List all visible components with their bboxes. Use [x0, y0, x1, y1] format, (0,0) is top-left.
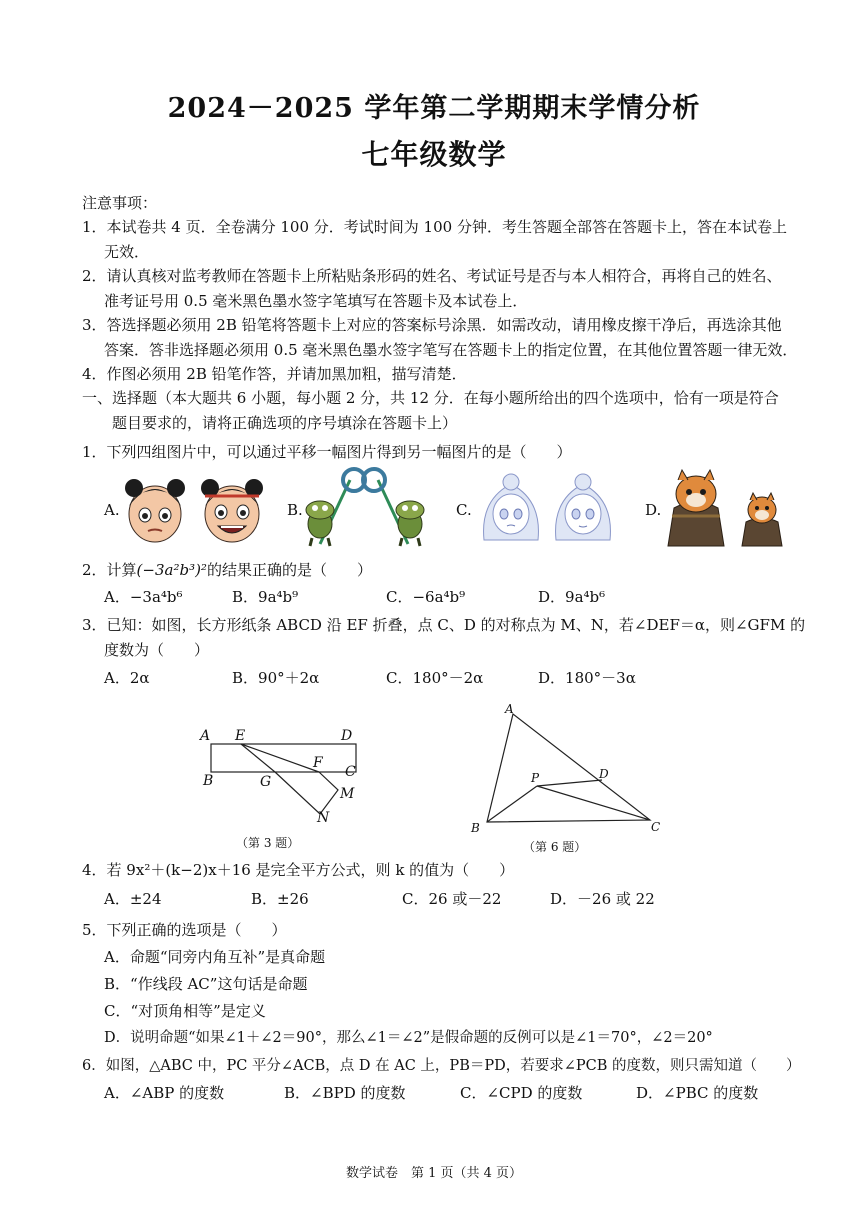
note-2-cont: 准考证号用 0.5 毫米黑色墨水签字笔填写在答题卡及本试卷上． [104, 292, 528, 310]
question-2-stem [82, 560, 372, 580]
q6-point-a: A [505, 702, 514, 716]
q6-point-d: D [599, 767, 609, 781]
q2-option-c: C．−6a⁴b⁹ [386, 588, 466, 606]
cartoon-boy-face-icon [125, 479, 185, 542]
q2-option-a: A．−3a⁴b⁶ [104, 588, 183, 606]
q3-rectangle [211, 744, 356, 772]
note-1: 1．本试卷共 4 页．全卷满分 100 分．考试时间为 100 分钟．考生答题全部答在答题卡上，答在本试卷上 [82, 218, 787, 236]
q3-point-f: F [313, 755, 323, 771]
q3-point-d: D [341, 728, 353, 744]
q1-option-c-image [476, 470, 626, 548]
q6-option-b: B．∠BPD 的度数 [284, 1084, 406, 1102]
q4-option-a: A．±24 [104, 890, 162, 908]
q6-point-b: B [471, 821, 480, 835]
note-3: 3．答选择题必须用 2B 铅笔将答题卡上对应的答案标号涂黑．如需改动，请用橡皮擦干净后，再选涂其他 [82, 316, 782, 334]
q5-option-b: B．“作线段 AC”这句话是命题 [104, 975, 308, 993]
question-5-stem: 5．下列正确的选项是（ ） [82, 921, 287, 939]
q3-point-c: C [345, 764, 356, 780]
note-4: 4．作图必须用 2B 铅笔作答，并请加黑加粗，描写清楚． [82, 365, 467, 383]
q6-segment-pd [537, 780, 602, 786]
q1-option-b-image [300, 466, 435, 550]
q6-figure [465, 700, 675, 836]
q1-option-a-label: A. [104, 501, 120, 519]
cartoon-boy-smiling-icon [201, 479, 263, 542]
q3-point-e: E [235, 728, 246, 744]
tiger-warrior-small-icon [742, 493, 782, 546]
question-3-stem: 3．已知：如图，长方形纸条 ABCD 沿 EF 折叠，点 C、D 的对称点为 M、N，若∠DEF＝α，则∠GFM 的 [82, 616, 806, 634]
q3-option-b: B．90°＋2α [232, 669, 320, 687]
q2-stem-suffix: 的结果正确的是（ ） [206, 561, 372, 579]
q5-option-d: D．说明命题“如果∠1＋∠2＝90°，那么∠1＝∠2”是假命题的反例可以是∠1＝70°，∠2＝20° [104, 1030, 713, 1046]
page-subtitle: 七年级数学 [361, 138, 507, 171]
q1-option-b-label: B. [287, 501, 303, 519]
page-footer: 数学试卷 第 1 页（共 4 页） [345, 1166, 523, 1181]
q6-option-c: C．∠CPD 的度数 [460, 1084, 583, 1102]
q4-option-b: B．±26 [251, 890, 309, 908]
q6-option-a: A．∠ABP 的度数 [104, 1084, 225, 1102]
q3-point-m: M [340, 786, 355, 802]
q6-figure-caption: （第 6 题） [523, 840, 587, 854]
q1-option-c-label: C. [456, 501, 472, 519]
notes-heading: 注意事项： [82, 194, 158, 212]
frog-staff-left-icon [306, 469, 365, 546]
frog-staff-right-icon [363, 469, 424, 546]
page-title: 2024－2025 学年第二学期期末学情分析 [167, 93, 701, 124]
section-heading: 一、选择题（本大题共 6 小题，每小题 2 分，共 12 分．在每小题所给出的四个选项中，恰有一项是符合 [82, 389, 779, 407]
question-1-stem: 1．下列四组图片中，可以通过平移一幅图片得到另一幅图片的是（ ） [82, 443, 572, 461]
q3-point-b: B [203, 773, 214, 789]
q3-option-d: D．180°－3α [538, 669, 636, 687]
q3-folded-part [275, 772, 338, 814]
q6-point-p: P [531, 771, 540, 785]
tiger-warrior-large-icon [668, 470, 724, 546]
q6-triangle-abc [487, 714, 650, 822]
q3-point-n: N [317, 810, 330, 826]
q6-segment-pc [537, 786, 650, 820]
question-4-stem: 4．若 9x²＋(k−2)x＋16 是完全平方公式，则 k 的值为（ ） [82, 861, 515, 879]
section-heading-cont: 题目要求的，请将正确选项的序号填涂在答题卡上） [112, 414, 458, 432]
question-3-stem-cont: 度数为（ ） [104, 641, 210, 659]
q2-option-b: B．9a⁴b⁹ [232, 588, 299, 606]
question-6-stem: 6．如图，△ABC 中，PC 平分∠ACB，点 D 在 AC 上，PB＝PD，若要求∠PCB 的度数，则只需知道（ ） [82, 1058, 801, 1074]
q3-figure-caption: （第 3 题） [236, 836, 300, 850]
q2-option-d: D．9a⁴b⁶ [538, 588, 606, 606]
q3-point-a: A [200, 728, 211, 744]
q3-figure [195, 722, 370, 826]
sketch-girl-left-icon [484, 474, 539, 540]
q4-option-c: C．26 或－22 [402, 890, 502, 908]
q3-point-g: G [260, 774, 272, 790]
q1-option-d-image [664, 466, 794, 550]
note-1-cont: 无效． [104, 243, 150, 261]
q1-option-a-image [120, 470, 270, 548]
note-3-cont: 答案．答非选择题必须用 0.5 毫米黑色墨水签字笔写在答题卡上的指定位置，在其他位置答题一律无效． [104, 341, 798, 359]
q3-fold-line-ef [241, 744, 319, 772]
q3-option-c: C．180°－2α [386, 669, 484, 687]
q3-line-eg [241, 744, 275, 772]
q3-option-a: A．2α [104, 669, 150, 687]
q2-stem-prefix: 2．计算 [82, 561, 137, 579]
sketch-girl-right-icon [556, 474, 611, 540]
q2-expression: (−3a²b³)² [136, 561, 207, 579]
q5-option-a: A．命题“同旁内角互补”是真命题 [104, 948, 326, 966]
q1-option-d-label: D. [645, 501, 662, 519]
note-2: 2．请认真核对监考教师在答题卡上所粘贴条形码的姓名、考试证号是否与本人相符合，再将自己的姓名、 [82, 267, 782, 285]
q4-option-d: D．－26 或 22 [550, 890, 655, 908]
q5-option-c: C．“对顶角相等”是定义 [104, 1002, 266, 1020]
q6-option-d: D．∠PBC 的度数 [636, 1084, 759, 1102]
q6-point-c: C [651, 820, 661, 834]
